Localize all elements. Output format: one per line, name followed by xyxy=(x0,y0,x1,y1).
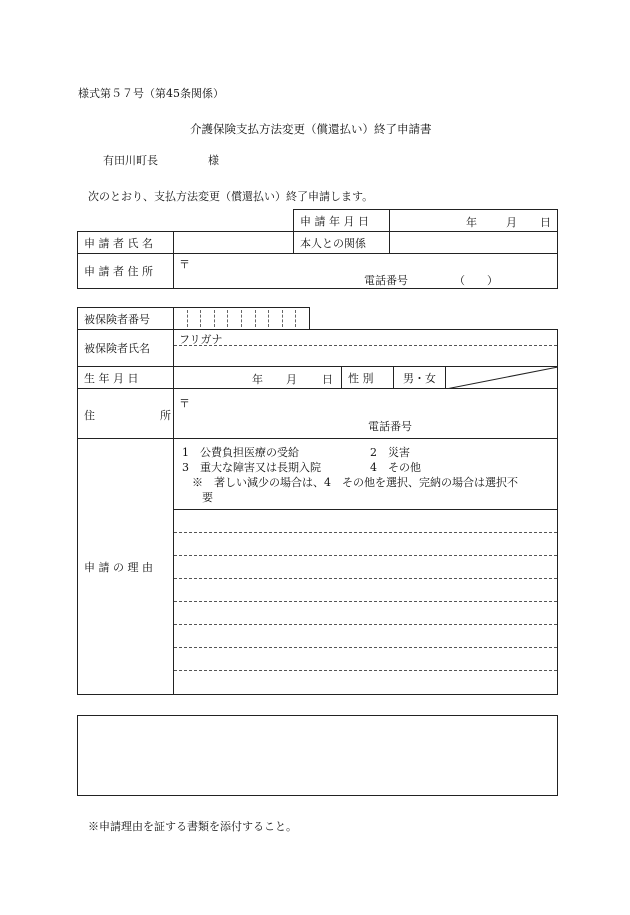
applicant-postal-mark: 〒 xyxy=(179,258,190,271)
insured-postal-mark: 〒 xyxy=(179,397,190,410)
page-title: 介護保険支払方法変更（償還払い）終了申請書 xyxy=(190,122,432,136)
applicant-name-label: 申 請 者 氏 名 xyxy=(78,232,174,254)
birth-month: 月 xyxy=(286,373,297,386)
applicant-phone-label: 電話番号 xyxy=(364,274,408,287)
address-label-char1: 住 xyxy=(84,409,95,422)
gender-diagonal-cell xyxy=(446,367,558,389)
insured-table xyxy=(77,329,558,695)
address-label-char2: 所 xyxy=(160,409,171,422)
insured-address-label xyxy=(78,389,174,439)
birth-year: 年 xyxy=(252,373,263,386)
relation-label: 本人との関係 xyxy=(294,232,390,254)
birth-date-field[interactable] xyxy=(174,367,342,389)
insured-name-label: 被保険者氏名 xyxy=(78,330,174,367)
date-day: 日 xyxy=(540,216,551,229)
application-date-field[interactable] xyxy=(390,210,558,232)
intro-text: 次のとおり、支払方法変更（償還払い）終了申請します。 xyxy=(88,190,374,203)
insured-phone-label: 電話番号 xyxy=(368,420,412,433)
reason-note-line2: 要 xyxy=(202,491,213,504)
application-date-label: 申 請 年 月 日 xyxy=(294,210,390,232)
reason-field[interactable] xyxy=(174,439,558,695)
remarks-box[interactable] xyxy=(77,715,558,796)
reason-option-1[interactable]: 1 公費負担医療の受給 xyxy=(182,446,299,459)
reason-option-2[interactable]: 2 災害 xyxy=(370,446,410,459)
applicant-table xyxy=(77,209,558,289)
date-month: 月 xyxy=(506,216,517,229)
diagonal-line xyxy=(446,367,558,389)
addressee: 有田川町長 xyxy=(103,154,158,167)
insured-number-label: 被保険者番号 xyxy=(78,308,174,330)
footer-note: ※申請理由を証する書類を添付すること。 xyxy=(88,820,297,833)
furigana-label: フリガナ xyxy=(179,333,223,346)
insured-number-table xyxy=(77,307,310,330)
reason-label: 申 請 の 理 由 xyxy=(78,439,174,695)
insured-number-field[interactable] xyxy=(174,308,310,330)
birth-date-label: 生 年 月 日 xyxy=(78,367,174,389)
insured-address-field[interactable] xyxy=(174,389,558,439)
applicant-name-field[interactable] xyxy=(174,232,294,254)
reason-option-3[interactable]: 3 重大な障害又は長期入院 xyxy=(182,461,321,474)
honorific: 様 xyxy=(208,154,219,167)
reason-option-4[interactable]: 4 その他 xyxy=(370,461,421,474)
birth-day: 日 xyxy=(322,373,333,386)
reason-note-line1: ※ 著しい減少の場合は、4 その他を選択、完納の場合は選択不 xyxy=(192,476,518,489)
gender-label: 性 別 xyxy=(342,367,394,389)
relation-field[interactable] xyxy=(390,232,558,254)
applicant-address-field[interactable] xyxy=(174,254,558,289)
applicant-address-label: 申 請 者 住 所 xyxy=(78,254,174,289)
applicant-phone-paren: （ ） xyxy=(454,274,498,287)
gender-value[interactable]: 男・女 xyxy=(394,367,446,389)
insured-name-field[interactable] xyxy=(174,330,558,367)
date-year: 年 xyxy=(466,216,477,229)
form-number: 様式第５７号（第45条関係） xyxy=(78,87,224,100)
